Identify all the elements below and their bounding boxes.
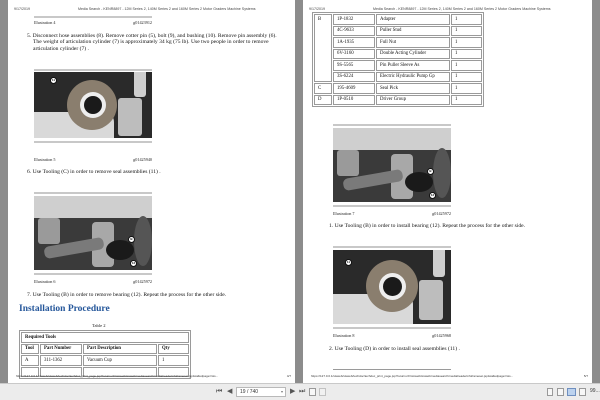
col-qty: Qty (158, 344, 189, 355)
illustration-rule (34, 69, 152, 71)
caption-graphic-id: g01425968 (432, 333, 451, 338)
cell-part-number: 1A-1935 (333, 37, 375, 48)
cell-part-description: Full Nut (376, 37, 450, 48)
two-page-view-icon[interactable] (567, 388, 576, 396)
illustration-8-caption (333, 333, 451, 338)
callout-b: B (128, 236, 135, 243)
col-part-number: Part Number (40, 344, 82, 355)
last-page-icon[interactable]: ⏭ (299, 388, 306, 395)
callout-b: B (427, 168, 434, 175)
table-row (21, 355, 189, 366)
required-tools-table-continued (312, 12, 484, 107)
cell-tool: C (314, 83, 332, 94)
viewer-toolbar (0, 383, 600, 400)
callout-11: 11 (51, 78, 56, 82)
cell-part-description: Electric Hydraulic Pump Gp (376, 72, 450, 83)
cell-part-number: 9S-5565 (333, 60, 375, 71)
illustration-6-caption (34, 279, 152, 284)
source-url: https://127.0.0.1/sisweb/sisweb/techdoc/techdoc_print_page.jsp?returnurl=/sisweb/sisweb/mediasearch/mediaheaderinfoframeset.jsp&calledpage=/sis... (16, 374, 219, 378)
caption-label: Illustration 7 (333, 211, 355, 216)
callout-12: 12 (430, 193, 435, 197)
print-date: 9/17/2019 (309, 7, 325, 11)
table-row (314, 83, 482, 94)
step-6-text: 6. Use Tooling (C) in order to remove seal assemblies (11) . (27, 169, 161, 175)
caption-label: Illustration 5 (34, 157, 56, 162)
table-row (314, 14, 482, 25)
caption-label: Illustration 8 (333, 333, 355, 338)
cell-tool: D (314, 95, 332, 106)
step-5-text: 5. Disconnect hose assemblies (8). Remove cotter pin (5), bolt (9), and bushing (10). Remove pin assembly (6). The weight of articulation cylinder (7) is approximately 34 kg (75 lb). Use two people in order to remove articulation cylinder (7) . (27, 33, 277, 52)
table-caption: Table 2 (92, 323, 106, 328)
table-row (314, 37, 482, 48)
page-url-footer (311, 374, 588, 378)
cell-qty: 1 (451, 72, 482, 83)
caption-label: Illustration 4 (34, 20, 56, 25)
page-number: 5/7 (581, 374, 588, 378)
callout-11: 11 (346, 260, 351, 264)
cell-qty: 1 (451, 49, 482, 60)
cell-part-description: Vacuum Cup (83, 355, 157, 366)
table-title-row (21, 332, 189, 343)
page-left (8, 0, 295, 383)
illustration-rule (34, 192, 152, 194)
cell-part-number: 1P-1832 (333, 14, 375, 25)
step-1-text: 1. Use Tooling (B) in order to install bearing (12). Repeat the process for the other side. (329, 223, 526, 229)
paste-icon[interactable] (319, 388, 326, 396)
required-tools-table (19, 330, 191, 379)
cell-qty: 1 (451, 95, 482, 106)
cell-part-description: Pin Puller Sleeve As (376, 60, 450, 71)
cell-part-number: 3S-6224 (333, 72, 375, 83)
illustration-7-caption (333, 211, 451, 216)
page-number-field[interactable] (236, 387, 286, 397)
cell-part-number: 4C-9633 (333, 26, 375, 37)
cell-part-number: 195-4609 (333, 83, 375, 94)
illustration-6-photo (34, 196, 152, 270)
cell-part-number: 6V-3160 (333, 49, 375, 60)
table-row (314, 60, 482, 71)
table-row (314, 72, 482, 83)
cell-tool: A (21, 355, 39, 366)
doc-title: Media Search - KENR8897 - 12M Series 2, 140M Series 2 and 160M Series 2 Motor Graders Machine Systems (373, 7, 551, 11)
cell-qty: 1 (451, 26, 482, 37)
section-heading: Installation Procedure (19, 304, 110, 314)
first-page-icon[interactable]: ⏮ (216, 388, 223, 395)
chevron-down-icon[interactable]: ▾ (280, 389, 283, 394)
col-part-description: Part Description (83, 344, 157, 355)
cell-part-description: Adapter (376, 14, 450, 25)
page-right (303, 0, 592, 383)
cell-qty: 1 (158, 355, 189, 366)
illustration-8-photo (333, 250, 451, 324)
illustration-rule (333, 205, 451, 207)
caption-graphic-id: g01423912 (133, 20, 152, 25)
table-header-row (21, 344, 189, 355)
cell-part-description: Puller Stud (376, 26, 450, 37)
two-page-continuous-view-icon[interactable] (579, 388, 586, 396)
page-number-value: 19 / 740 (240, 389, 259, 395)
illustration-rule (333, 327, 451, 329)
illustration-rule (333, 246, 451, 248)
next-page-icon[interactable]: ▶ (290, 388, 296, 395)
copy-icon[interactable] (309, 388, 316, 396)
continuous-view-icon[interactable] (557, 388, 564, 396)
caption-label: Illustration 6 (34, 279, 56, 284)
table-row (314, 95, 482, 106)
print-date: 9/17/2019 (14, 7, 30, 11)
illustration-5-photo (34, 72, 152, 138)
step-7-text: 7. Use Tooling (B) in order to remove bearing (12). Repeat the process for the other side. (27, 292, 227, 298)
cell-part-description: Driver Group (376, 95, 450, 106)
doc-title: Media Search - KENR8897 - 12M Series 2, 140M Series 2 and 160M Series 2 Motor Graders Machine Systems (78, 7, 256, 11)
table-row (314, 26, 482, 37)
illustration-4-caption (34, 20, 152, 25)
table-row (314, 49, 482, 60)
cell-part-description: Seal Pick (376, 83, 450, 94)
caption-graphic-id: g01425940 (133, 157, 152, 162)
source-url: https://127.0.0.1/sisweb/sisweb/techdoc/techdoc_print_page.jsp?returnurl=/sisweb/sisweb/mediasearch/mediaheaderinfoframeset.jsp&calledpage=/sis... (311, 374, 514, 378)
step-2-text: 2. Use Tooling (D) in order to install seal assemblies (11) . (329, 346, 460, 352)
zoom-level[interactable]: 99... (590, 388, 600, 394)
single-page-view-icon[interactable] (547, 388, 553, 396)
illustration-rule (34, 16, 152, 18)
illustration-rule (34, 141, 152, 143)
prev-page-icon[interactable]: ◀ (227, 388, 233, 395)
illustration-rule (333, 124, 451, 126)
col-tool: Tool (21, 344, 39, 355)
illustration-rule (34, 273, 152, 275)
cell-qty: 1 (451, 37, 482, 48)
caption-graphic-id: g01425972 (133, 279, 152, 284)
cell-qty: 1 (451, 14, 482, 25)
callout-12: 12 (131, 261, 136, 265)
page-url-footer (16, 374, 291, 378)
cell-part-number: 1P-0510 (333, 95, 375, 106)
caption-graphic-id: g01425972 (432, 211, 451, 216)
illustration-rule (333, 369, 451, 370)
cell-qty: 1 (451, 60, 482, 71)
cell-tool: B (314, 14, 332, 82)
illustration-5-caption (34, 157, 152, 162)
table-title: Required Tools (21, 332, 189, 343)
illustration-7-photo (333, 128, 451, 202)
cell-qty: 1 (451, 83, 482, 94)
page-number: 4/7 (284, 374, 291, 378)
cell-part-description: Double Acting Cylinder (376, 49, 450, 60)
cell-part-number: 311-1362 (40, 355, 82, 366)
